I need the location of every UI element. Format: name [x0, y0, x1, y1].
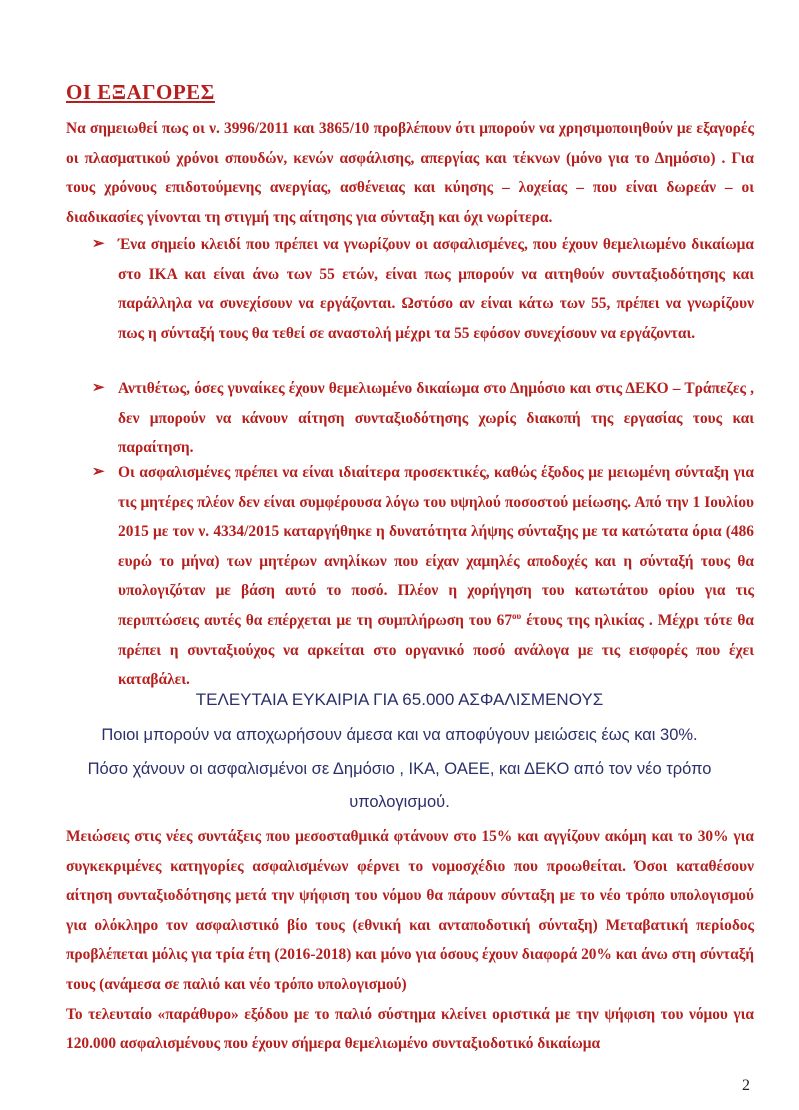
- subheading-2-line-2: υπολογισμού.: [349, 793, 450, 811]
- body-paragraph-2: Το τελευταίο «παράθυρο» εξόδου με το παλιό σύστημα κλείνει οριστικά με την ψήφιση του νόμου για 120.000 ασφαλισμένους που έχουν σήμερα θεμελιωμένο συνταξιοδοτικό δικαίωμα: [66, 1005, 754, 1053]
- bullet-text-1: Ένα σημείο κλειδί που πρέπει να γνωρίζουν οι ασφαλισμένες, που έχουν θεμελιωμένο δικαίωμα στο ΙΚΑ και είναι άνω των 55 ετών, είναι πως μπορούν να αιτηθούν συνταξιοδότησης και παράλληλα να συνεχίσουν να εργάζονται. Ωστόσο αν είναι κάτω των 55, πρέπει να γνωρίζουν πως η σύνταξή τους θα τεθεί σε αναστολή μέχρι τα 55 εφόσον συνεχίσουν να εργάζονται.: [118, 236, 754, 342]
- section-heading: ΤΕΛΕΥΤΑΙΑ ΕΥΚΑΙΡΙΑ ΓΙΑ 65.000 ΑΣΦΑΛΙΣΜΕΝΟΥΣ: [195, 690, 604, 709]
- arrow-bullet-icon: ➢: [92, 380, 105, 396]
- page-number: 2: [742, 1077, 750, 1094]
- bullet-item-2: [92, 374, 754, 463]
- arrow-bullet-icon: ➢: [92, 236, 105, 252]
- ordinal-superscript: ου: [512, 610, 522, 621]
- subheading-2-line-1: Πόσο χάνουν οι ασφαλισμένοι σε Δημόσιο , ΙΚΑ, ΟΑΕΕ, και ΔΕΚΟ από τον νέο τρόπο: [87, 760, 712, 778]
- bullet-text-3-part1: Οι ασφαλισμένες πρέπει να είναι ιδιαίτερα προσεκτικές, καθώς έξοδος με μειωμένη σύνταξη για τις μητέρες πλέον δεν είναι συμφέρουσα λόγω του υψηλού ποσοστού μείωσης. Από την 1 Ιουλίου 2015 με τον ν. 4334/2015 καταργήθηκε η δυνατότητα λήψης σύνταξης με τα κατώτατα όρια (486 ευρώ το μήνα) των μητέρων ανηλίκων που είχαν χαμηλές αποδοχές και η σύνταξή τους θα υπολογιζόταν με βάση αυτό το ποσό. Πλέον η χορήγηση του κατωτάτου ορίου για τις περιπτώσεις αυτές θα επέρχεται με τη συμπλήρωση του 67: [118, 464, 754, 629]
- intro-paragraph: Να σημειωθεί πως οι ν. 3996/2011 και 3865/10 προβλέπουν ότι μπορούν να χρησιμοποιηθούν με εξαγορές οι πλασματικού χρόνοι σπουδών, κενών ασφάλισης, απεργίας και τέκνων (μόνο για το Δημόσιο) . Για τους χρόνους επιδοτούμενης ανεργίας, ασθένειας και κύησης – λοχείας – που είναι δωρεάν – οι διαδικασίες γίνονται τη στιγμή της αίτησης για σύνταξη και όχι νωρίτερα.: [66, 120, 754, 226]
- bullet-text-3: [118, 458, 754, 695]
- bullet-text-3-part2: έτους της ηλικίας . Μέχρι τότε θα πρέπει η συνταξιούχος να αρκείται στο οργανικό ποσό ανάλογα με τις εισφορές που έχει καταβάλει.: [118, 611, 755, 689]
- bullet-item-1: [92, 230, 754, 348]
- subheading-1: Ποιοι μπορούν να αποχωρήσουν άμεσα και να αποφύγουν μειώσεις έως και 30%.: [101, 726, 698, 744]
- body-paragraph-1: Μειώσεις στις νέες συντάξεις που μεσοσταθμικά φτάνουν στο 15% και αγγίζουν ακόμη και το 30% για συγκεκριμένες κατηγορίες ασφαλισμένων φέρνει το νομοσχέδιο που προωθείται. Όσοι καταθέσουν αίτηση συνταξιοδότησης μετά την ψήφιση του νόμου θα πάρουν σύνταξη με το νέο τρόπο υπολογισμού για ολόκληρο τον ασφαλιστικό βίο τους (εθνική και ανταποδοτική σύνταξη) Μεταβατική περίοδος προβλέπεται μόλις για τρία έτη (2016-2018) και μόνο για όσους έχουν διαφορά 20% και άνω στη σύνταξή τους (ανάμεσα σε παλιό και νέο τρόπο υπολογισμού): [66, 828, 754, 993]
- arrow-bullet-icon: ➢: [92, 464, 105, 480]
- body-paragraphs: [66, 822, 754, 1059]
- section-title: ΟΙ ΕΞΑΓΟΡΕΣ: [66, 80, 215, 104]
- bullet-text-2: Αντιθέτως, όσες γυναίκες έχουν θεμελιωμένο δικαίωμα στο Δημόσιο και στις ΔΕΚΟ – Τράπεζες , δεν μπορούν να κάνουν αίτηση συνταξιοδότησης χωρίς διακοπή της εργασίας τους και παραίτηση.: [118, 380, 754, 457]
- bullet-item-3: [92, 458, 754, 695]
